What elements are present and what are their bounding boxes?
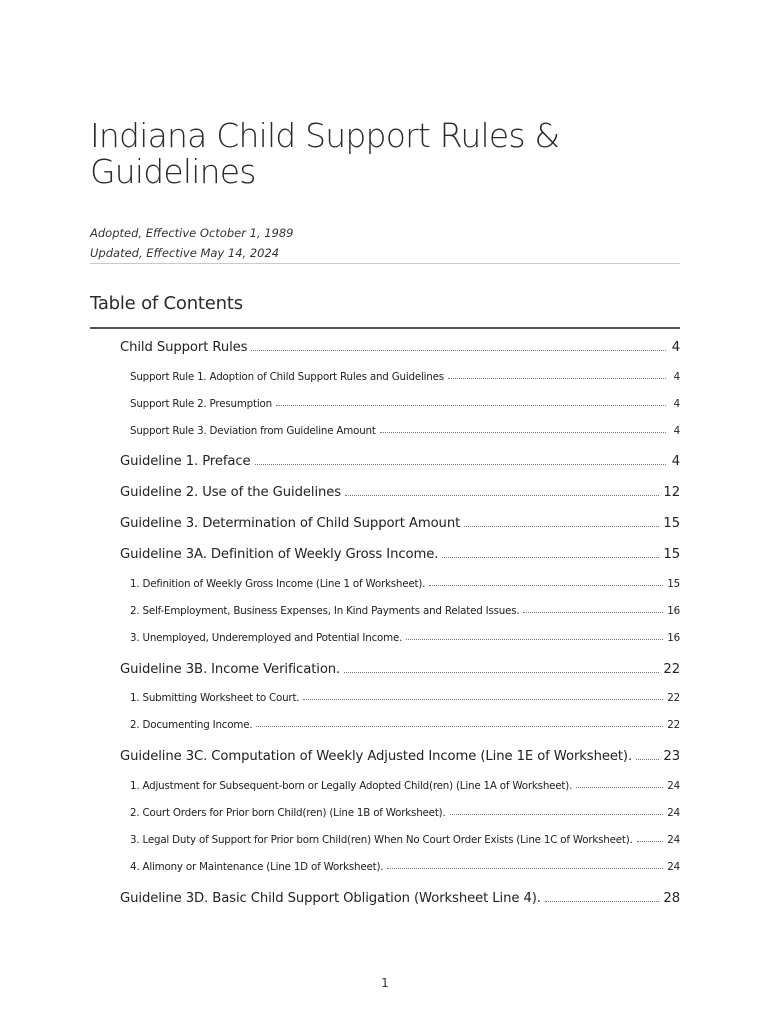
toc-entry-page: 4 (671, 454, 680, 469)
toc-entry-label: 1. Adjustment for Subsequent-born or Legally Adopted Child(ren) (Line 1A of Worksheet). (130, 780, 573, 792)
toc-entry[interactable] (130, 398, 680, 410)
toc-entry[interactable] (130, 780, 680, 792)
toc-entry-label: 3. Unemployed, Underemployed and Potential Income. (130, 632, 403, 644)
toc-entry[interactable] (130, 861, 680, 873)
toc-entry-page: 16 (667, 605, 680, 617)
title-line-2: Guidelines (90, 152, 256, 191)
toc-dot-leader (256, 726, 663, 727)
toc-entry-page: 28 (663, 891, 680, 906)
toc-dot-leader (406, 639, 663, 640)
toc-dot-leader (387, 868, 663, 869)
toc-entry-label: Guideline 3C. Computation of Weekly Adjusted Income (Line 1E of Worksheet). (120, 749, 633, 764)
toc-entry-page: 23 (663, 749, 680, 764)
updated-date: Updated, Effective May 14, 2024 (90, 246, 280, 260)
toc-entry-page: 24 (667, 834, 680, 846)
toc-entry[interactable] (120, 516, 680, 531)
toc-dot-leader (276, 405, 666, 406)
toc-entry-label: Support Rule 1. Adoption of Child Support Rules and Guidelines (130, 371, 444, 383)
toc-entry-page: 22 (667, 719, 680, 731)
header-divider (90, 263, 680, 264)
toc-entry[interactable] (120, 891, 680, 906)
toc-dot-leader (344, 672, 659, 673)
toc-entry-page: 22 (667, 692, 680, 704)
adopted-date: Adopted, Effective October 1, 1989 (90, 226, 294, 240)
toc-heading: Table of Contents (90, 293, 243, 314)
toc-dot-leader (448, 378, 666, 379)
toc-entry[interactable] (120, 749, 680, 764)
toc-dot-leader (442, 557, 659, 558)
toc-entry-label: Guideline 3A. Definition of Weekly Gross Income. (120, 547, 439, 562)
toc-entry-page: 4 (673, 398, 680, 410)
toc-entry[interactable] (130, 632, 680, 644)
toc-dot-leader (464, 526, 659, 527)
page-title (90, 118, 690, 190)
toc-entry-page: 12 (663, 485, 680, 500)
toc-dot-leader (345, 495, 659, 496)
toc-entry-label: 2. Self-Employment, Business Expenses, In Kind Payments and Related Issues. (130, 605, 520, 617)
toc-entry-label: Guideline 3. Determination of Child Support Amount (120, 516, 461, 531)
toc-entry-label: 2. Documenting Income. (130, 719, 253, 731)
toc-entry-label: 3. Legal Duty of Support for Prior born Child(ren) When No Court Order Exists (Line 1C of Worksheet). (130, 834, 633, 846)
toc-entry[interactable] (130, 692, 680, 704)
toc-entry[interactable] (130, 605, 680, 617)
toc-entry-label: 1. Submitting Worksheet to Court. (130, 692, 300, 704)
toc-entry[interactable] (120, 340, 680, 355)
toc-entry-label: Support Rule 2. Presumption (130, 398, 272, 410)
toc-entry-page: 24 (667, 807, 680, 819)
toc-entry-page: 4 (673, 425, 680, 437)
toc-entry-page: 16 (667, 632, 680, 644)
toc-entry-label: 1. Definition of Weekly Gross Income (Line 1 of Worksheet). (130, 578, 426, 590)
toc-dot-leader (576, 787, 663, 788)
toc-dot-leader (251, 350, 666, 351)
page-number: 1 (381, 976, 389, 990)
toc-entry-page: 4 (671, 340, 680, 355)
toc-entry-page: 24 (667, 861, 680, 873)
toc-entry-page: 22 (663, 662, 680, 677)
toc-entry-label: Guideline 2. Use of the Guidelines (120, 485, 342, 500)
toc-entry[interactable] (130, 719, 680, 731)
toc-entry[interactable] (120, 547, 680, 562)
toc-entry[interactable] (130, 425, 680, 437)
toc-entry-label: Guideline 1. Preface (120, 454, 251, 469)
toc-entry-page: 4 (673, 371, 680, 383)
toc-dot-leader (545, 901, 660, 902)
toc-dot-leader (429, 585, 663, 586)
toc-entry[interactable] (120, 454, 680, 469)
toc-entry[interactable] (120, 662, 680, 677)
toc-dot-leader (523, 612, 663, 613)
toc-entry[interactable] (130, 834, 680, 846)
toc-entry-label: Support Rule 3. Deviation from Guideline Amount (130, 425, 376, 437)
toc-divider (90, 327, 680, 329)
toc-dot-leader (636, 759, 659, 760)
toc-entry-page: 15 (667, 578, 680, 590)
toc-dot-leader (255, 464, 666, 465)
toc-entry-page: 15 (663, 547, 680, 562)
toc-dot-leader (380, 432, 666, 433)
toc-entry-label: 4. Alimony or Maintenance (Line 1D of Worksheet). (130, 861, 384, 873)
toc-entry[interactable] (130, 371, 680, 383)
toc-entry-page: 15 (663, 516, 680, 531)
title-line-1: Indiana Child Support Rules & (90, 116, 560, 155)
toc-entry[interactable] (130, 578, 680, 590)
toc-entry[interactable] (130, 807, 680, 819)
toc-entry-label: Guideline 3D. Basic Child Support Obligation (Worksheet Line 4). (120, 891, 541, 906)
toc-dot-leader (450, 814, 664, 815)
toc-entry-page: 24 (667, 780, 680, 792)
toc-dot-leader (637, 841, 664, 842)
toc-entry-label: 2. Court Orders for Prior born Child(ren) (Line 1B of Worksheet). (130, 807, 446, 819)
toc-entry-label: Guideline 3B. Income Verification. (120, 662, 341, 677)
toc-entry-label: Child Support Rules (120, 340, 248, 355)
toc-dot-leader (303, 699, 663, 700)
toc-entry[interactable] (120, 485, 680, 500)
